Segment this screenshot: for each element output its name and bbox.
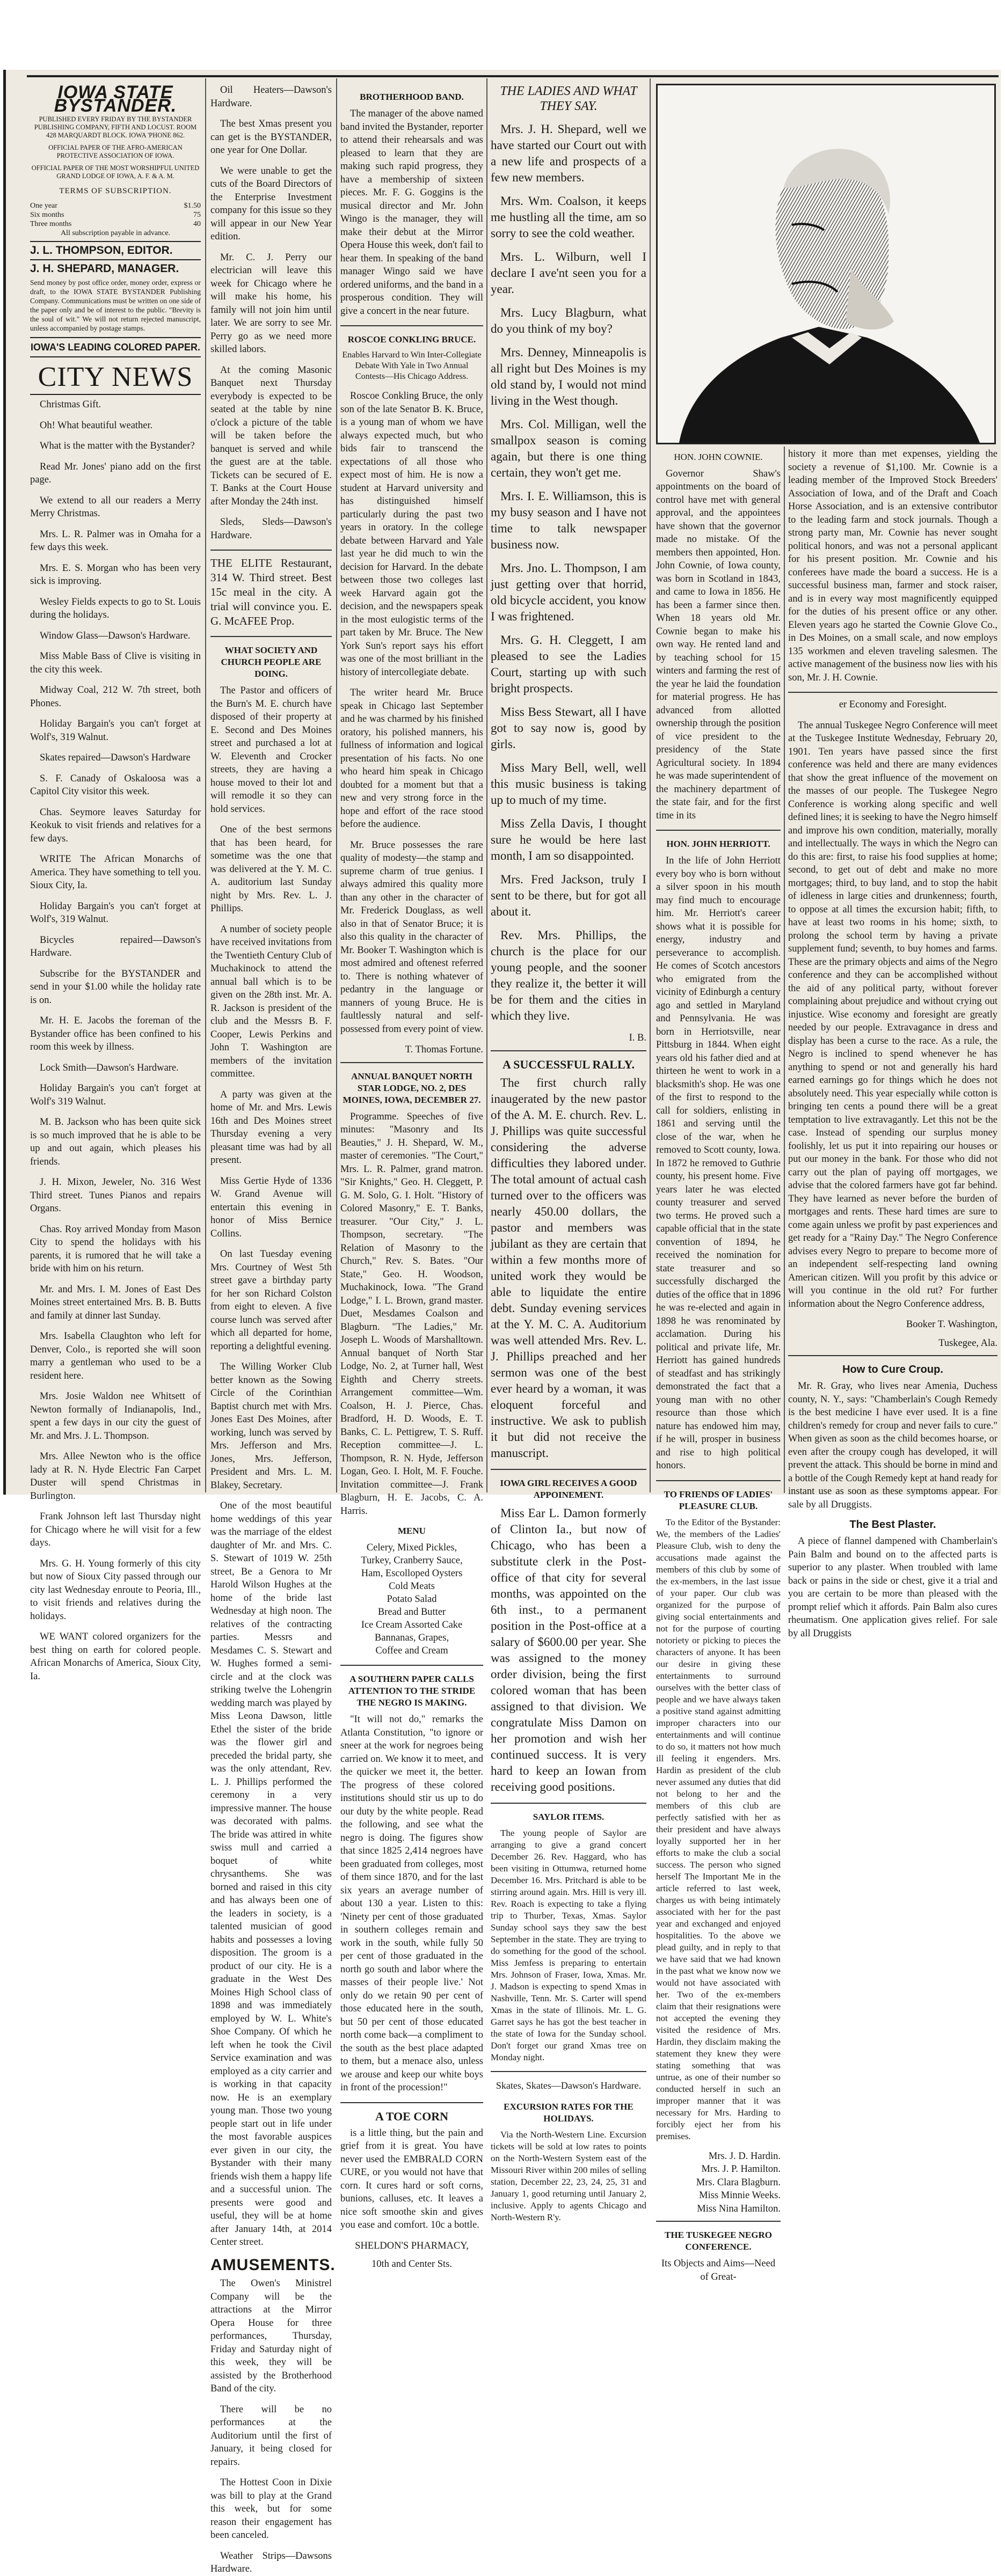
city-news-items — [30, 398, 201, 1683]
news-item: Window Glass—Dawson's Hardware. — [40, 630, 191, 641]
portrait-image — [658, 85, 994, 443]
news-item: S. F. Canady of Oskaloosa was a Capitol City visitor this week. — [30, 773, 201, 797]
divider — [788, 1355, 997, 1356]
divider — [491, 2071, 646, 2072]
ladies-item: Miss Bess Stewart, all I have got to say now is, good by girls. — [491, 705, 646, 751]
menu-item: Coffee and Cream — [375, 1645, 448, 1656]
news-item: Frank Johnson left last Thursday night for Chicago where he will visit for a few days. — [30, 1511, 201, 1548]
news-item: Lock Smith—Dawson's Hardware. — [40, 1062, 179, 1073]
divider — [340, 2102, 483, 2103]
rally-article: The first church rally inaugerated by the new pastor of the A. M. E. church. Rev. L. J. Phillips was quite successful considering the adverse difficulties they labored under. The total amount of actual cash turned over to the officers was nearly 450.00 dollars, the pastor and members was jubilant as they are certain that within a few months more of united work they would be able to liquidate the entire debt. Sunday evening services at the Y. M. C. A. Auditorium was well attended Mrs. Rev. L. J. Phillips preached and her sermon was one of the best ever heard by a woman, it was eloquent forceful and instructive. We ask to publish it but did not receive the manuscript. — [491, 1075, 646, 1460]
terms-row: Six months 75 — [30, 210, 201, 219]
society-item: The Willing Worker Club better known as the Sowing Circle of the Corinthian Baptist church met with Mrs. Jones East Des Moines, after working, lunch was served by Mrs. Jefferson and Mrs. Jones, Mrs. Jefferson, President and Mrs. L. M. Blakey, Secretary. — [210, 1362, 332, 1491]
ladies-item: Mrs. Jno. L. Thompson, I am just getting over that horrid, old bicycle accident, you know I was frightened. — [491, 561, 646, 623]
society-headline: WHAT SOCIETY AND CHURCH PEOPLE ARE DOING. — [221, 645, 322, 679]
skates-ad: Skates, Skates—Dawson's Hardware. — [496, 2080, 642, 2091]
column-rule — [486, 78, 487, 1492]
menu-title: MENU — [398, 1526, 426, 1536]
croup-headline: How to Cure Croup. — [842, 1364, 943, 1375]
elite-restaurant-ad: THE ELITE Restaurant, 314 W. Third street. Best 15c meal in the city. A trial will convince you. E. G. McAFEE Prop. — [210, 557, 332, 627]
news-item: Subscribe for the BYSTANDER and send in your $1.00 while the holiday rate is on. — [30, 968, 201, 1006]
news-item: Mr. and Mrs. I. M. Jones of East Des Moines street entertained Mrs. B. B. Butts and family at dinner last Sunday. — [30, 1284, 201, 1321]
ladies-club-letter: To the Editor of the Bystander: We, the members of the Ladies' Pleasure Club, wish to deny the accusations made against the members of this club by some of the ex-members, in the last issue of your paper. Our club was organized for the purpose of giving social entertainments and not for the purpose of courting notoriety or picking to pieces the characters of anyone. It has been our desire in giving these entertainments to surround ourselves with the better class of people and we have always taken a positive stand against admitting improper characters into our entertainments and will continue to do so, it matters not how much ill feeling it engenders. Mrs. Hardin as president of the club never assumed any duties that did not belong to her and the members of this club are perfectly satisfied with her as their president and have always loyally supported her in her efforts to make the club a social success. The person who signed herself The Important Me in the article referred to last week, charges us with being intimately associated with her for the past year and exchanged and enjoyed hospitalities. To the above we plead guilty, and in reply to that we have said that we had known in the past what we know now we would not have associated with her. Two of the ex-members claim that their resignations were not accepted the evening they visited the residence of Mrs. Hardin, they disclaim making the statement they knew they were stating something that was untrue, as one of their number so conducted herself in such an improper manner that it was necessary for Mrs. Harding to forcibly eject her from his premises. — [656, 1517, 781, 2141]
divider — [340, 1665, 483, 1666]
news-item: Wesley Fields expects to go to St. Louis during the holidays. — [30, 596, 201, 620]
news-item: Mr. C. J. Perry our electrician will leave this week for Chicago where he will make his home, his family will not join him until later. We are sorry to see Mr. Perry go as we need more skilled labors. — [210, 252, 332, 355]
pharmacy-name: SHELDON'S PHARMACY, — [355, 2240, 469, 2251]
ladies-item: Mrs. Wm. Coalson, it keeps me hustling all the time, am so sorry to see the cold weather. — [491, 194, 646, 240]
menu-item: Potato Salad — [387, 1594, 437, 1605]
signature-line: Mrs. J. D. Hardin. — [708, 2150, 781, 2162]
menu-list — [340, 1541, 483, 1657]
ladies-headline: THE LADIES AND WHAT THEY SAY. — [500, 84, 637, 113]
signature-line: Miss Nina Hamilton. — [697, 2203, 781, 2214]
southern-article: "It will not do," remarks the Atlanta Constitution, "to ignore or sneer at the work for negroes being carried on. We know it to meet, and the quicker we meet it, the better. The progress of these colored institutions should stir us up to do our duty by the white people. Read the following, and see what the negro is doing. The figures show that since 1825 2,414 negroes have been graduated from colleges, most of them since 1870, and for the last six years an average number of about 130 a year. Listen to this: 'Ninety per cent of those graduated in southern colleges remain and work in the south, while fully 50 per cent of those graduated in the north go south and labor where the masses of their people live.' Not only do we retain 90 per cent of those educated here in the south, but 50 per cent of those educated north come back—a compliment to the south as the best place adapted to them, but a menace also, unless we arouse and keep our white boys in front of the procession!" — [340, 1714, 483, 2093]
ladies-item: Mrs. L. Wilburn, well I declare I ave'nt seen you for a year. — [491, 250, 646, 296]
news-item: Holiday Bargain's you can't forget at Wolf's, 319 Walnut. — [30, 901, 201, 925]
news-item: Mrs. Josie Waldon nee Whitsett of Newton formally of Indianapolis, Ind., spent a few days in our city the guest of Mr. and Mrs. J. L. Thompson. — [30, 1391, 201, 1441]
masthead-official-1: OFFICIAL PAPER OF THE AFRO-AMERICAN PROTECTIVE ASSOCIATION OF IOWA. — [48, 144, 183, 159]
divider — [340, 325, 483, 326]
ladies-items — [491, 121, 646, 1024]
iowa-girl-headline: IOWA GIRL RECEIVES A GOOD APPOINEMENT. — [500, 1477, 637, 1500]
column-5 — [656, 448, 781, 2282]
iowa-girl-article: Miss Ear L. Damon formerly of Clinton Ia., but now of Chicago, who has been a substitute clerk in the Post-office of that city for several months, was appointed on the 6th inst., to a permanent position in the Post-office at a salary of $600.00 per year. She was assigned to the money order division, being the first colored woman that has been assigned to that division. We congratulate Miss Damon on her promotion and wish her continued success. It is very hard to keep an Iowan from receiving good positions. — [491, 1506, 646, 1794]
society-item: One of the most beautiful home weddings of this year was the marriage of the eldest daughter of Mr. and Mrs. C. S. Stewart of 1019 W. 25th street, Be a Genora to Mr Harold Wilson Hughes at the home of the bride last Wednesday at high noon. The relatives of the contracting parties. Messrs and Mesdames C. S. Stewart and W. Hughes formed a semi-circle and at the clock was striking twelve the Lohengrin wedding march was played by Miss Leona Dawson, little Ethel the sister of the bride was the flower girl and preceded the bridal party, she was the only attendant, Rev. L. J. Phillips performed the ceremony in a very impressive manner. The house was decorated with palms. The bride was attired in white swiss mull and carried a boquet of white chrysanthems. She was borned and raised in this city and has always been one of the leaders in society, is a talented musician of good habits and possesses a loving disposition. The groom is a product of our city. He is a graduate in the West Des Moines High School class of 1898 and was immediately employed by W. L. White's Shoe Company. Of which he left when he took the Civil Service examination and was employed as a city carrier and is working in that capacity now. He is an exemplary young man. Those two young people start out in life under the most favorable auspices ever given in our city, the Bystander with their many friends wish them a happy life and a successful union. The presents were good and useful, they will be at home after January 14th, at 2014 Center street. — [210, 1501, 332, 2248]
news-item: WE WANT colored organizers for the best thing on earth for colored people. African Monarchs of America, Sioux City, Ia. — [30, 1631, 201, 1682]
tuskegee-subhead: Its Objects and Aims—Need of Great- — [661, 2258, 776, 2282]
bruce-article — [340, 390, 483, 1036]
news-item: Oil Heaters—Dawson's Hardware. — [210, 85, 332, 109]
masthead-slogan: IOWA'S LEADING COLORED PAPER. — [30, 337, 201, 358]
news-item: We were unable to get the cuts of the Board Directors of the Enterprise Investment company for this issue so they will appear in our New Year edition. — [210, 165, 332, 242]
news-item: Sleds, Sleds—Dawson's Hardware. — [210, 517, 332, 541]
bruce-paragraph: Mr. Bruce possesses the rare quality of modesty—the stamp and supreme charm of true genius. I always admired this quality more than any other in the character of Mr. Frederick Douglass, as well also in that of Senator Bruce; it is also this quality in the character of Mr. Booker T. Washington which is most admired and oftenest referred to. There is nothing whatever of pedantry in the language or manners of young Bruce. He is faultlessly natural and self-possessed from every point of view. — [340, 839, 483, 1035]
toe-corn-ad: is a little thing, but the pain and grief from it is great. You have never used the EMBRALD CORN CURE, or you would not have that corn. It cures hard or soft corns, bunions, calluses, etc. It leaves a nice soft smoothe skin and gives you ease and comfort. 10c a bottle. — [340, 2127, 483, 2230]
excursion-headline: EXCURSION RATES FOR THE HOLIDAYS. — [504, 2101, 633, 2124]
column-4 — [491, 84, 646, 2222]
bruce-paragraph: Roscoe Conkling Bruce, the only son of the late Senator B. K. Bruce, is a young man of whom we have always expected much, but who bids fair to transcend the expectations of all those who expect most of him. He is now a student at Harvard university and has distinguished himself particularly during the past two years in oratory. In the college debate between Harvard and Yale last year he did much to win the decision for Harvard. In the debate between those two colleges last week Harvard again got the decision, and the newspapers speak in the most eulogistic terms of the part taken by Mr. Bruce. The New York Sun's report says his effort was one of the most brilliant in the history of intercollegiate debate. — [340, 391, 483, 678]
ladies-club-signatures — [656, 2150, 781, 2216]
society-item: A number of society people have received invitations from the Twentieth Century Club of Muchakinock to attend the annual ball which is to be given on the 28th inst. Mr. A. R. Jackson is president of the club and the Messrs B. F. Cooper, Lewis Perkins and John T. Washington are members of the invitation committee. — [210, 924, 332, 1079]
news-item: Skates repaired—Dawson's Hardware — [40, 752, 191, 763]
terms-title: TERMS OF SUBSCRIPTION. — [59, 187, 172, 195]
band-article: The manager of the above named band invited the Bystander, reporter to attend their rehearsals and was pleased to learn that they are making such rapid progress, they have a membership of sixteen pieces. Mr. F. G. Goggins is the musical director and Mr. John Wingo is the manager, they will make their debut at the Mirror Opera House this week, don't fail to hear them. In speaking of the band manager Wingo said we have ordered uniforms, and the band in a prosperous condition. They will give a concert in the near future. — [340, 108, 483, 317]
news-item: We extend to all our readers a Merry Merry Christmas. — [30, 495, 201, 519]
news-item: Bicycles repaired—Dawson's Hardware. — [30, 934, 201, 958]
signature-line: Mrs. J. P. Hamilton. — [701, 2164, 781, 2175]
menu-item: Ice Cream Assorted Cake — [361, 1620, 463, 1630]
bruce-subhead: Enables Harvard to Win Inter-Collegiate Debate With Yale in Two Annual Contests—His Chicago Address. — [342, 350, 482, 381]
signature-line: Mrs. Clara Blagburn. — [696, 2177, 781, 2188]
divider — [491, 1469, 646, 1470]
column-6 — [788, 448, 997, 1639]
cownie-continued: history it more than met expenses, yielding the society a revenue of $1,100. Mr. Cownie is a leading member of the Improved Stock Breeders' Association of Iowa, and of the Draft and Coach Horse Association, and is an extensive contributor to the leading farm and stock journals. Though a strong party man, Mr. Cownie has never sought political honors, and was not a personal applicant for his present position. Mr. Cownie and his conferees have made the board a success. He is a successful business man, farmer and stock raiser, and is in every way most magnificently equipped for the duties of his present office or any other. Eleven years ago he started the Cownie Glove Co., in Des Moines, on a small scale, and now employs 135 workmen and eleven traveling salesmen. The active management of the business now lies with his son, Mr. J. H. Cownie. — [788, 449, 997, 683]
croup-article: Mr. R. Gray, who lives near Amenia, Duchess county, N. Y., says: "Chamberlain's Cough Remedy is the best medicine I have ever used. It is a fine children's remedy for croup and never fails to cure." When given as soon as the child becomes hoarse, or even after the croupy cough has developed, it will prevent the attack. This should be borne in mind and a bottle of the Cough Remedy kept at hand ready for instant use as soon as these symptoms appear. For sale by all Druggists. — [788, 1381, 997, 1510]
divider — [491, 1803, 646, 1804]
news-item: Miss Mable Bass of Clive is visiting in the city this week. — [30, 651, 201, 675]
bruce-signature: T. Thomas Fortune. — [405, 1044, 483, 1055]
news-item: At the coming Masonic Banquet next Thursday everybody is expected to be seated at the table by nine o'clock a picture of the table will be taken before the banquet is served and while the guest are at the table. Tickets can be secured of E. T. Banks at the Court House after Monday the 24th inst. — [210, 364, 332, 507]
ladies-item: Miss Mary Bell, well, well this music business is taking up to much of my time. — [491, 761, 646, 807]
amusement-item: Weather Strips—Dawsons Hardware. — [210, 2550, 332, 2574]
amusement-item: The Owen's Ministrel Company will be the attractions at the Mirror Opera House for three performances, Thursday, Friday and Saturday night of this week, they will be assisted by the Brotherhood Band of the city. — [210, 2278, 332, 2394]
column-2 — [210, 84, 336, 2574]
ladies-item: Mrs. Denney, Minneapolis is all right but Des Moines is my old stand by, I would not mind living in the West though. — [491, 346, 646, 407]
plaster-headline: The Best Plaster. — [849, 1519, 936, 1531]
herriott-headline: HON. JOHN HERRIOTT. — [666, 839, 770, 849]
divider — [340, 1062, 483, 1063]
pharmacy-address: 10th and Center Sts. — [371, 2259, 453, 2270]
society-item: The Pastor and officers of the Burn's M. E. church have disposed of their property at E. Second and Des Moines street and purchased a lot at W. Eleventh and Crocker streets, they are having a house moved to their lot and will remodle it so they can hold services. — [210, 685, 332, 815]
masthead-official-2: OFFICIAL PAPER OF THE MOST WORSHIPFUL UNITED GRAND LODGE OF IOWA, A. F. & A. M. — [31, 164, 200, 180]
news-item: Mrs. E. S. Morgan who has been very sick is improving. — [30, 562, 201, 587]
news-item: J. H. Mixon, Jeweler, No. 316 West Third street. Tunes Pianos and repairs Organs. — [30, 1177, 201, 1214]
banquet-headline: ANNUAL BANQUET NORTH STAR LODGE, NO. 2, DES MOINES, IOWA, DECEMBER 27. — [343, 1071, 481, 1105]
divider — [210, 636, 332, 637]
ladies-item: Mrs. J. H. Shepard, well we have started our Court out with a new life and prospects of a few new members. — [491, 122, 646, 184]
menu-item: Cold Meats — [389, 1581, 435, 1592]
news-item: What is the matter with the Bystander? — [40, 441, 195, 451]
news-item: Chas. Roy arrived Monday from Mason City to spend the holidays with his parents, it is rumored that he will take a bride with him on his return. — [30, 1224, 201, 1274]
masthead-published: PUBLISHED EVERY FRIDAY BY THE BYSTANDER PUBLISHING COMPANY, FIFTH AND LOCUST. ROOM 428 MARQUARDT BLOCK. IOWA 'PHONE 862. — [34, 115, 197, 139]
southern-headline: A SOUTHERN PAPER CALLS ATTENTION TO THE STRIDE THE NEGRO IS MAKING. — [348, 1674, 476, 1708]
amusements-headline: AMUSEMENTS. — [210, 2256, 336, 2274]
bruce-headline: ROSCOE CONKLING BRUCE. — [347, 334, 476, 345]
tuskegee-headline: THE TUSKEGEE NEGRO CONFERENCE. — [665, 2230, 772, 2252]
divider — [788, 692, 997, 693]
tuskegee-article: The annual Tuskegee Negro Conference will meet at the Tuskegee Institute Wednesday, February 20, 1901. Ten years have passed since the first conference was held and there are many evidences that show the great influence of the movement on the masses of our people. The Tuskegee Negro Conference is working along specific and well defined lines; it is seeking to have the Negro himself and improve his own condition, materially, morally and intellectually. The ways in which the Negro can do this are: first, to raise his food supplies at home; second, to get out of debt and make no more mortgages; third, to buy land, and to stop the habit of idleness in large cities and drunkenness; fourth, to oppose at all times the excursion habit; fifth, to have at least two rooms in his home; sixth, to prolong the school term by having a private supplement fund; seventh, to buy homes and farms. These are the primary objects and aims of the Negro conference and they can be accomplished without the aid of any political party, without forever complaining about prejudice and without crying out injustice. Wise economy and foresight are greatly needed by our people. Extravagance in dress and display has been a curse to the race. As a rule, the Negro is inclined to spend whenever he has anything to spend or not and generally his hard earned earnings go for things which he does not absolutely need. This year especially while cotton is bringing ten cents a pound there will be a great temptation to live extravagantly. Let this not be the case. Instead of spending our surplus money foolishly, let us put it into repairing our houses or put our money in the bank. For those who did not carry out the plan of paying off mortgages, we advise that the colored farmers have got far behind. They have learned as never before the burden of mortgages and rents. These hard times are sure to come again unless we profit by past experiences and get ready for a "Rainy Day." The Negro Conference advises every Negro to prepare to become more of an independent self-respecting land owning American citizen. Will you profit by this advice or will you continue in the old rut? For further information about the Negro Conference address, — [788, 720, 997, 1309]
news-item: M. B. Jackson who has been quite sick is so much improved that he is able to be up and out again, which pleases his friends. — [30, 1117, 201, 1167]
tuskegee-signature: Booker T. Washington, — [906, 1319, 997, 1330]
society-items — [210, 684, 332, 2249]
city-news-heading: CITY NEWS — [30, 361, 201, 395]
society-item: A party was given at the home of Mr. and Mrs. Lewis 16th and Des Moines street Thursday evening a very pleasant time was had by all present. — [210, 1089, 332, 1166]
ladies-item: Mrs. G. H. Cleggett, I am pleased to see the Ladies Court, starting up with such bright prospects. — [491, 633, 646, 695]
terms-table — [30, 201, 201, 238]
divider — [656, 830, 781, 831]
news-item: Christmas Gift. — [40, 399, 101, 410]
terms-row: Three months 40 — [30, 219, 201, 228]
menu-item: Celery, Mixed Pickles, — [366, 1542, 457, 1553]
editor-line: J. L. THOMPSON, EDITOR. — [30, 241, 201, 258]
ladies-signature: I. B. — [629, 1033, 646, 1043]
rally-headline: A SUCCESSFUL RALLY. — [502, 1057, 635, 1071]
terms-note: All subscription payable in advance. — [60, 229, 171, 237]
band-headline: BROTHERHOOD BAND. — [360, 92, 464, 102]
society-item: On last Tuesday evening Mrs. Courtney of West 5th street gave a birthday party for her son Richard Colston from eight to eleven. A five course lunch was served after which all departed for home, reporting a delightful evening. — [210, 1249, 332, 1352]
menu-item: Ham, Escolloped Oysters — [361, 1568, 463, 1579]
column-rule — [205, 78, 206, 1492]
masthead-title: IOWA STATE BYSTANDER. — [54, 82, 177, 116]
amusement-item: The Hottest Coon in Dixie was bill to play at the Grand this week, but for some reason their engagement has been canceled. — [210, 2477, 332, 2541]
masthead-notes: Send money by post office order, money order, express or draft, to the IOWA STATE BYSTANDER Publishing Company. Communications must be written on one side of the paper only and be of interest to the public. "Brevity is the soul of wit." We will not return rejected manuscript, unless accompanied by postage stamps. — [30, 278, 201, 332]
top-rule — [27, 75, 999, 77]
toe-corn-headline: A TOE CORN — [375, 2109, 449, 2123]
tuskegee-place: Tuskegee, Ala. — [938, 1337, 997, 1349]
manager-line: J. H. SHEPARD, MANAGER. — [30, 259, 201, 276]
news-item: Chas. Seymore leaves Saturday for Keokuk to visit friends and relatives for a few days. — [30, 807, 201, 844]
news-item: WRITE The African Monarchs of America. They have something to tell you. Sioux City, Ia. — [30, 854, 201, 891]
menu-item: Bannanas, Grapes, — [374, 1633, 449, 1643]
news-item: Mrs. G. H. Young formerly of this city but now of Sioux City passed through our city last Wednesday enroute to Peoria, Ill., to visit friends and relatives during the holidays. — [30, 1558, 201, 1622]
saylor-items: The young people of Saylor are arranging to give a grand concert December 26. Rev. Haggard, who has been visiting in Ottumwa, returned home December 16. Mrs. Pritchard is able to be stirring around again. Mrs. Hill is very ill. Rev. Roach is expecting to take a flying trip to Thurber, Texas, Xmas. Saylor Sunday school says they saw the best September in the state. They are trying to do something for the good of the school. Miss Jemfess is preparing to entertain Mrs. Johnson of Fraser, Iowa, Xmas. Mr. J. Madson is expecting to spend Xmas in Nashville, Tenn. Mr. S. Carter will spend Xmas in the state of Illinois. Mr. L. G. Garret says he has got the best teacher in the state of Iowa for the Sunday school. Don't forget our grand Xmas tree on Monday night. — [491, 1827, 646, 2062]
news-item: The best Xmas present you can get is the BYSTANDER, one year for One Dollar. — [210, 119, 332, 156]
ladies-item: Mrs. I. E. Williamson, this is my busy season and I have not time to talk newspaper business now. — [491, 489, 646, 551]
tuskegee-continued-head: er Economy and Foresight. — [839, 699, 947, 710]
news-item: Mrs. Isabella Claughton who left for Denver, Colo., is reported she will soon marry a gentleman who used to be a resident here. — [30, 1331, 201, 1381]
bruce-paragraph: The writer heard Mr. Bruce speak in Chicago last September and he was charmed by his finished oratory, his polished manners, his fullness of information and logical presentation of his facts. No one who heard him speak in Chicago doubted for a moment but that a new and very strong force in the hope and effort of the race stood before the audience. — [340, 687, 483, 830]
column-rule — [784, 447, 785, 1493]
banquet-programme: Programme. Speeches of five minutes: "Masonry and Its Beauties," J. H. Shepard, W. M., master of ceremonies. "The Court," Mrs. L. R. Palmer, grand matron. "Sir Knights," Geo. H. Cleggett, P. G. M. Solo, G. I. Holt. "History of Colored Masonry," E. T. Banks, treasurer. "Our City," J. L. Thompson, secretary. "The Relation of Masonry to the Church," Rev. S. Bates. "Our State," Geo. H. Woodson, Muchakinock, Iowa. "The Grand Lodge," I. L. Brown, grand master. Duet, Mesdames Coalson and Blagburn. "The Ladies," Mr. Joseph L. Woods of Marshalltown. Annual banquet of North Star Lodge, No. 2, at Turner hall, West Eighth and Cherry streets. Arrangement committee—Wm. Coalson, H. J. Pierce, Chas. Bradford, H. D. Woods, E. T. Banks, C. L. Pettigrew, T. S. Ruff. Reception committee—J. L. Thompson, R. N. Hyde, Jefferson Logan, Geo. I. Holt, M. F. Fouche. Invitation committee—J. Frank Blagburn, H. E. Jacobs, C. A. Harris. — [340, 1111, 483, 1517]
signature-line: Miss Minnie Weeks. — [699, 2190, 781, 2201]
news-item: Holiday Bargain's you can't forget at Wolf's 319 Walnut. — [30, 1083, 201, 1107]
column-1 — [30, 82, 201, 1682]
divider — [656, 2221, 781, 2222]
ladies-item: Mrs. Col. Milligan, well the smallpox season is coming again, but there is one thing certain, they won't get me. — [491, 418, 646, 479]
column-rule — [650, 78, 651, 1492]
plaster-article: A piece of flannel dampened with Chamberlain's Pain Balm and bound on to the affected parts is superior to any plaster. When troubled with lame back or pains in the side or chest, give it a trial and you are certain to be more than pleased with the prompt relief which it affords. Pain Balm also cures rheumatism. One application gives relief. For sale by all Druggists — [788, 1536, 997, 1639]
news-item: Holiday Bargain's you can't forget at Wolf's, 319 Walnut. — [30, 719, 201, 743]
ladies-club-headline: TO FRIENDS OF LADIES' PLEASURE CLUB. — [664, 1489, 773, 1511]
ladies-item: Rev. Mrs. Phillips, the church is the place for our young people, and the sooner they realize it, the better it will be for them and the cities in which they live. — [491, 928, 646, 1022]
divider — [210, 550, 332, 551]
ladies-item: Miss Zella Davis, I thought sure he would be here last month, I am so disappointed. — [491, 817, 646, 862]
amusement-items — [210, 2277, 332, 2576]
cownie-article: Governor Shaw's appointments on the board of control have met with general approval, and the appointees have shown that the governor made no mistake. Of the members then appointed, Hon. John Cownie, of Iowa county, was born in Scotland in 1843, and came to Iowa in 1856. He has been a farmer since then. When 18 years old Mr. Cownie began to make his own way. He rented land and by teaching school for 15 winters and farming the rest of the year he laid the foundation for material progress. He has advanced from allotted ownership through the position of vice president to the presidency of the State Agricultural society. In 1894 he was made superintendent of the machinery department of the state fair, and for the first time in its — [656, 468, 781, 821]
ladies-item: Mrs. Fred Jackson, truly I sent to be there, but for got all about it. — [491, 873, 646, 918]
society-item: One of the best sermons that has been heard, for sometime was the one that was delivered at the Y. M. C. A. auditorium last Sunday night by Mrs. Rev. L. J. Phillips. — [210, 824, 332, 914]
menu-item: Bread and Butter — [377, 1607, 446, 1618]
news-item: Read Mr. Jones' piano add on the first page. — [30, 461, 201, 485]
menu-item: Turkey, Cranberry Sauce, — [361, 1555, 463, 1566]
news-item: Mr. H. E. Jacobs the foreman of the Bystander office has been confined to his room this week by illness. — [30, 1015, 201, 1052]
society-item: Miss Gertie Hyde of 1336 W. Grand Avenue will entertain this evening in honor of Miss Bernice Collins. — [210, 1175, 332, 1239]
portrait-caption: HON. JOHN COWNIE. — [674, 452, 763, 462]
news-item: Mrs. Allee Newton who is the office lady at R. N. Hyde Electric Fan Carpet Duster will spend Christmas in Burlington. — [30, 1451, 201, 1502]
saylor-headline: SAYLOR ITEMS. — [533, 1811, 605, 1822]
col2-briefs — [210, 84, 332, 542]
terms-row: One year $1.50 — [30, 201, 201, 210]
divider — [491, 1050, 646, 1051]
news-item: Oh! What beautiful weather. — [40, 420, 153, 431]
portrait-engraving — [656, 84, 996, 444]
news-item: Midway Coal, 212 W. 7th street, both Phones. — [30, 685, 201, 709]
column-rule — [336, 78, 337, 1492]
excursion-article: Via the North-Western Line. Excursion tickets will be sold at low rates to points on the North-Western System east of the Missouri River within 200 miles of selling station, December 22, 23, 24, 25, 31 and January 1, good returning until January 2, inclusive. Apply to agents Chicago and North-Western R'y. — [491, 2129, 646, 2222]
herriott-article: In the life of John Herriott every boy who is born without a silver spoon in his mouth may find much to encourage him. Mr. Herriott's career shows what it is possible for energy, industry and perseverance to accomplish. He comes of Scotch ancestors who emigrated from the vicinity of Edinburgh a century ago and settled in Maryland and Pennsylvania. He was born in Herriotsville, near Pittsburg in 1844. When eight years old his father died and at thirteen he went to work in a blacksmith's shop. He was one of the first to respond to the call for soldiers, enlisting in 1861 and serving until the close of the war, when he removed to Scott county, Iowa. In 1872 he removed to Guthrie county, his present home. Five years later he was elected county treasurer and served two terms. He proved such a capable official that in the state convention of 1894, he received the nomination for state treasurer and so successfully discharged the duties of the office that in 1896 he was re-elected and again in 1898 he was renominated by acclamation. During his political and private life, Mr. Herriott has gained hundreds of steadfast and has strikingly demonstrated the fact that a young man with no other resource than those which nature has endowed him may, if he will, prosper in business and rise to high political honors. — [656, 855, 781, 1471]
amusement-item: There will be no performances at the Auditorium until the first of January, it being closed for repairs. — [210, 2404, 332, 2468]
news-item: Mrs. L. R. Palmer was in Omaha for a few days this week. — [30, 529, 201, 553]
column-3 — [340, 84, 483, 2270]
divider — [656, 1480, 781, 1481]
ladies-item: Mrs. Lucy Blagburn, what do you think of my boy? — [491, 306, 646, 335]
